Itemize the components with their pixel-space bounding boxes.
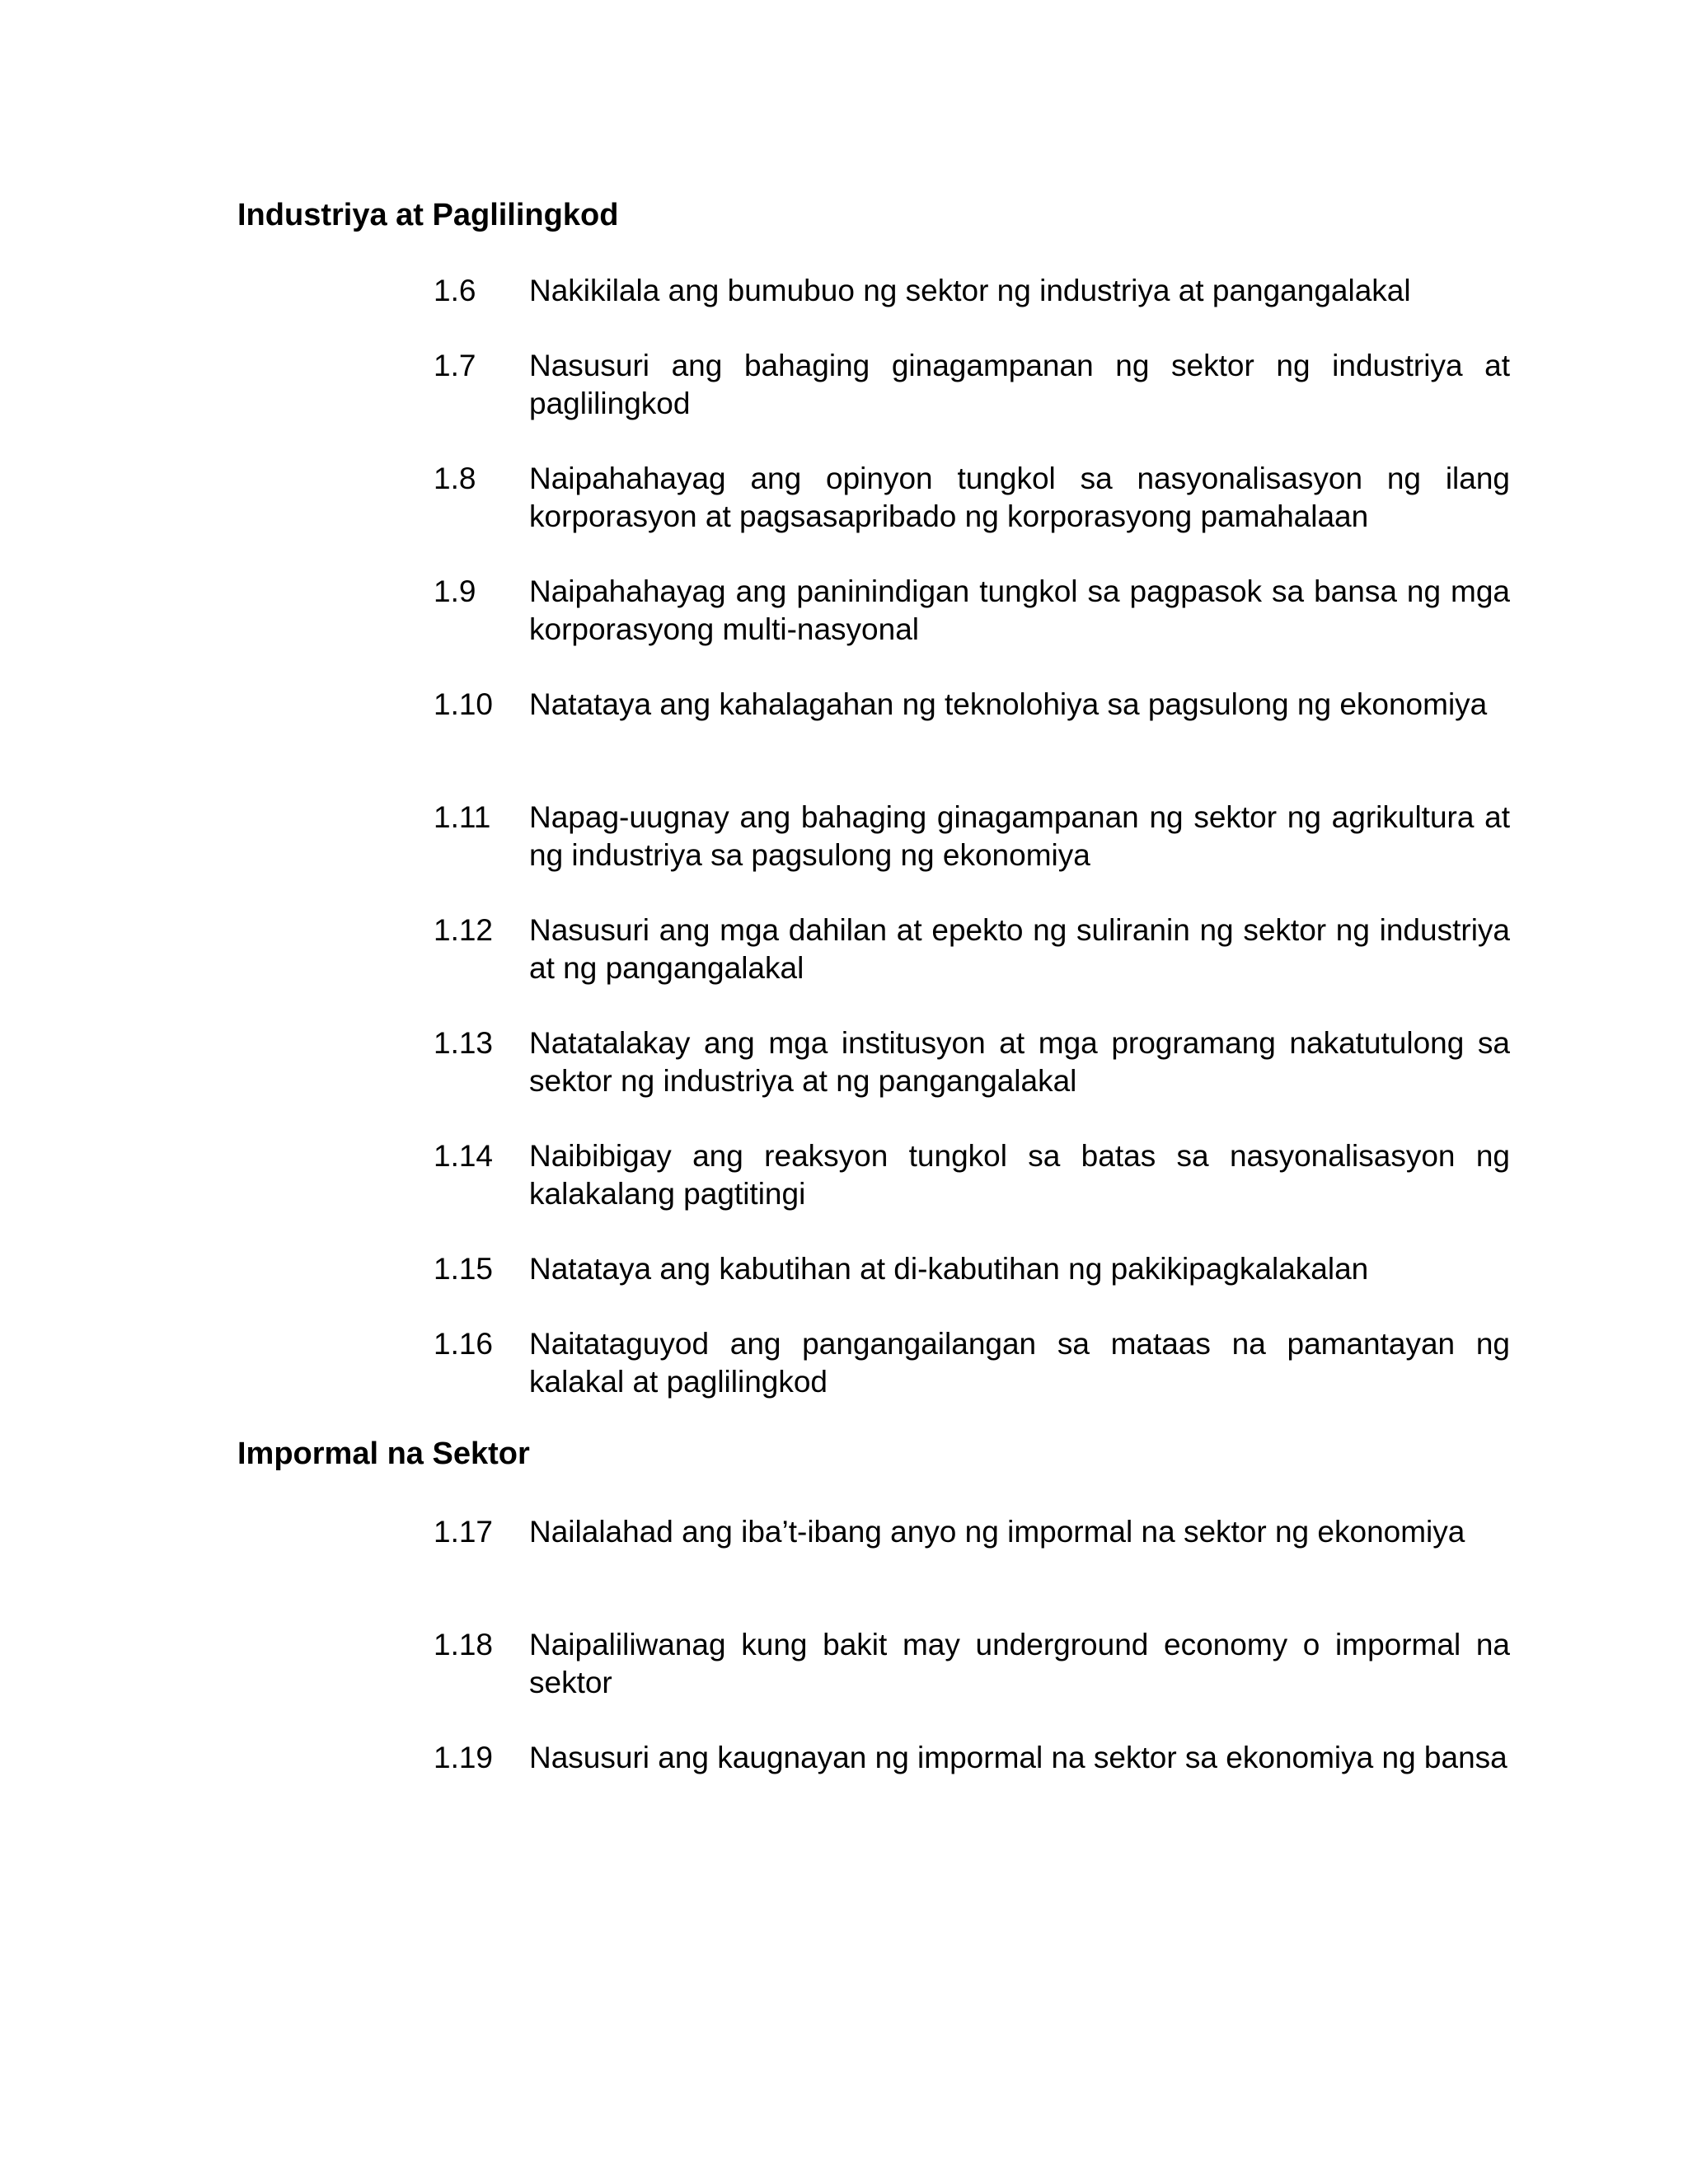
item-text: Nasusuri ang mga dahilan at epekto ng suliranin ng sektor ng industriya at ng pangangalakal	[529, 913, 1510, 985]
item-text: Naipaliliwanag kung bakit may underground economy o impormal na sektor	[529, 1628, 1510, 1699]
section-heading: Impormal na Sektor	[237, 1436, 530, 1471]
item-number: 1.18	[434, 1628, 494, 1661]
item-text: Natatalakay ang mga institusyon at mga programang nakatutulong sa sektor ng industriya at ng pangangalakal	[529, 1026, 1510, 1098]
item-text: Natataya ang kahalagahan ng teknolohiya sa pagsulong ng ekonomiya	[529, 687, 1488, 721]
item-number: 1.6	[434, 274, 476, 307]
item-number: 1.16	[434, 1327, 494, 1361]
item-number: 1.11	[434, 800, 491, 834]
item-text: Napag-uugnay ang bahaging ginagampanan ng sektor ng agrikultura at ng industriya sa pagsulong ng ekonomiya	[529, 800, 1510, 872]
item-number: 1.14	[434, 1139, 494, 1173]
item-text: Naibibigay ang reaksyon tungkol sa batas sa nasyonalisasyon ng kalakalang pagtitingi	[529, 1139, 1510, 1211]
item-text: Nasusuri ang kaugnayan ng impormal na sektor sa ekonomiya ng bansa	[529, 1741, 1507, 1774]
item-number: 1.10	[434, 687, 494, 721]
item-number: 1.19	[434, 1741, 494, 1774]
section-heading: Industriya at Paglilingkod	[237, 198, 619, 232]
item-number: 1.13	[434, 1026, 494, 1060]
item-number: 1.12	[434, 913, 494, 947]
item-text: Nakikilala ang bumubuo ng sektor ng industriya at pangangalakal	[529, 274, 1411, 307]
item-number: 1.7	[434, 349, 476, 382]
item-text: Natataya ang kabutihan at di-kabutihan ng pakikipagkalakalan	[529, 1252, 1369, 1286]
item-number: 1.15	[434, 1252, 494, 1286]
item-text: Naitataguyod ang pangangailangan sa mataas na pamantayan ng kalakal at paglilingkod	[529, 1327, 1510, 1399]
item-text: Naipahahayag ang paninindigan tungkol sa pagpasok sa bansa ng mga korporasyong multi-nasyonal	[529, 574, 1510, 646]
item-text: Nasusuri ang bahaging ginagampanan ng sektor ng industriya at paglilingkod	[529, 349, 1510, 420]
item-number: 1.9	[434, 574, 476, 608]
item-number: 1.17	[434, 1515, 494, 1549]
item-number: 1.8	[434, 462, 476, 495]
item-text: Nailalahad ang iba’t-ibang anyo ng impormal na sektor ng ekonomiya	[529, 1515, 1465, 1549]
item-text: Naipahahayag ang opinyon tungkol sa nasyonalisasyon ng ilang korporasyon at pagsasapribado ng korporasyong pamahalaan	[529, 462, 1510, 533]
